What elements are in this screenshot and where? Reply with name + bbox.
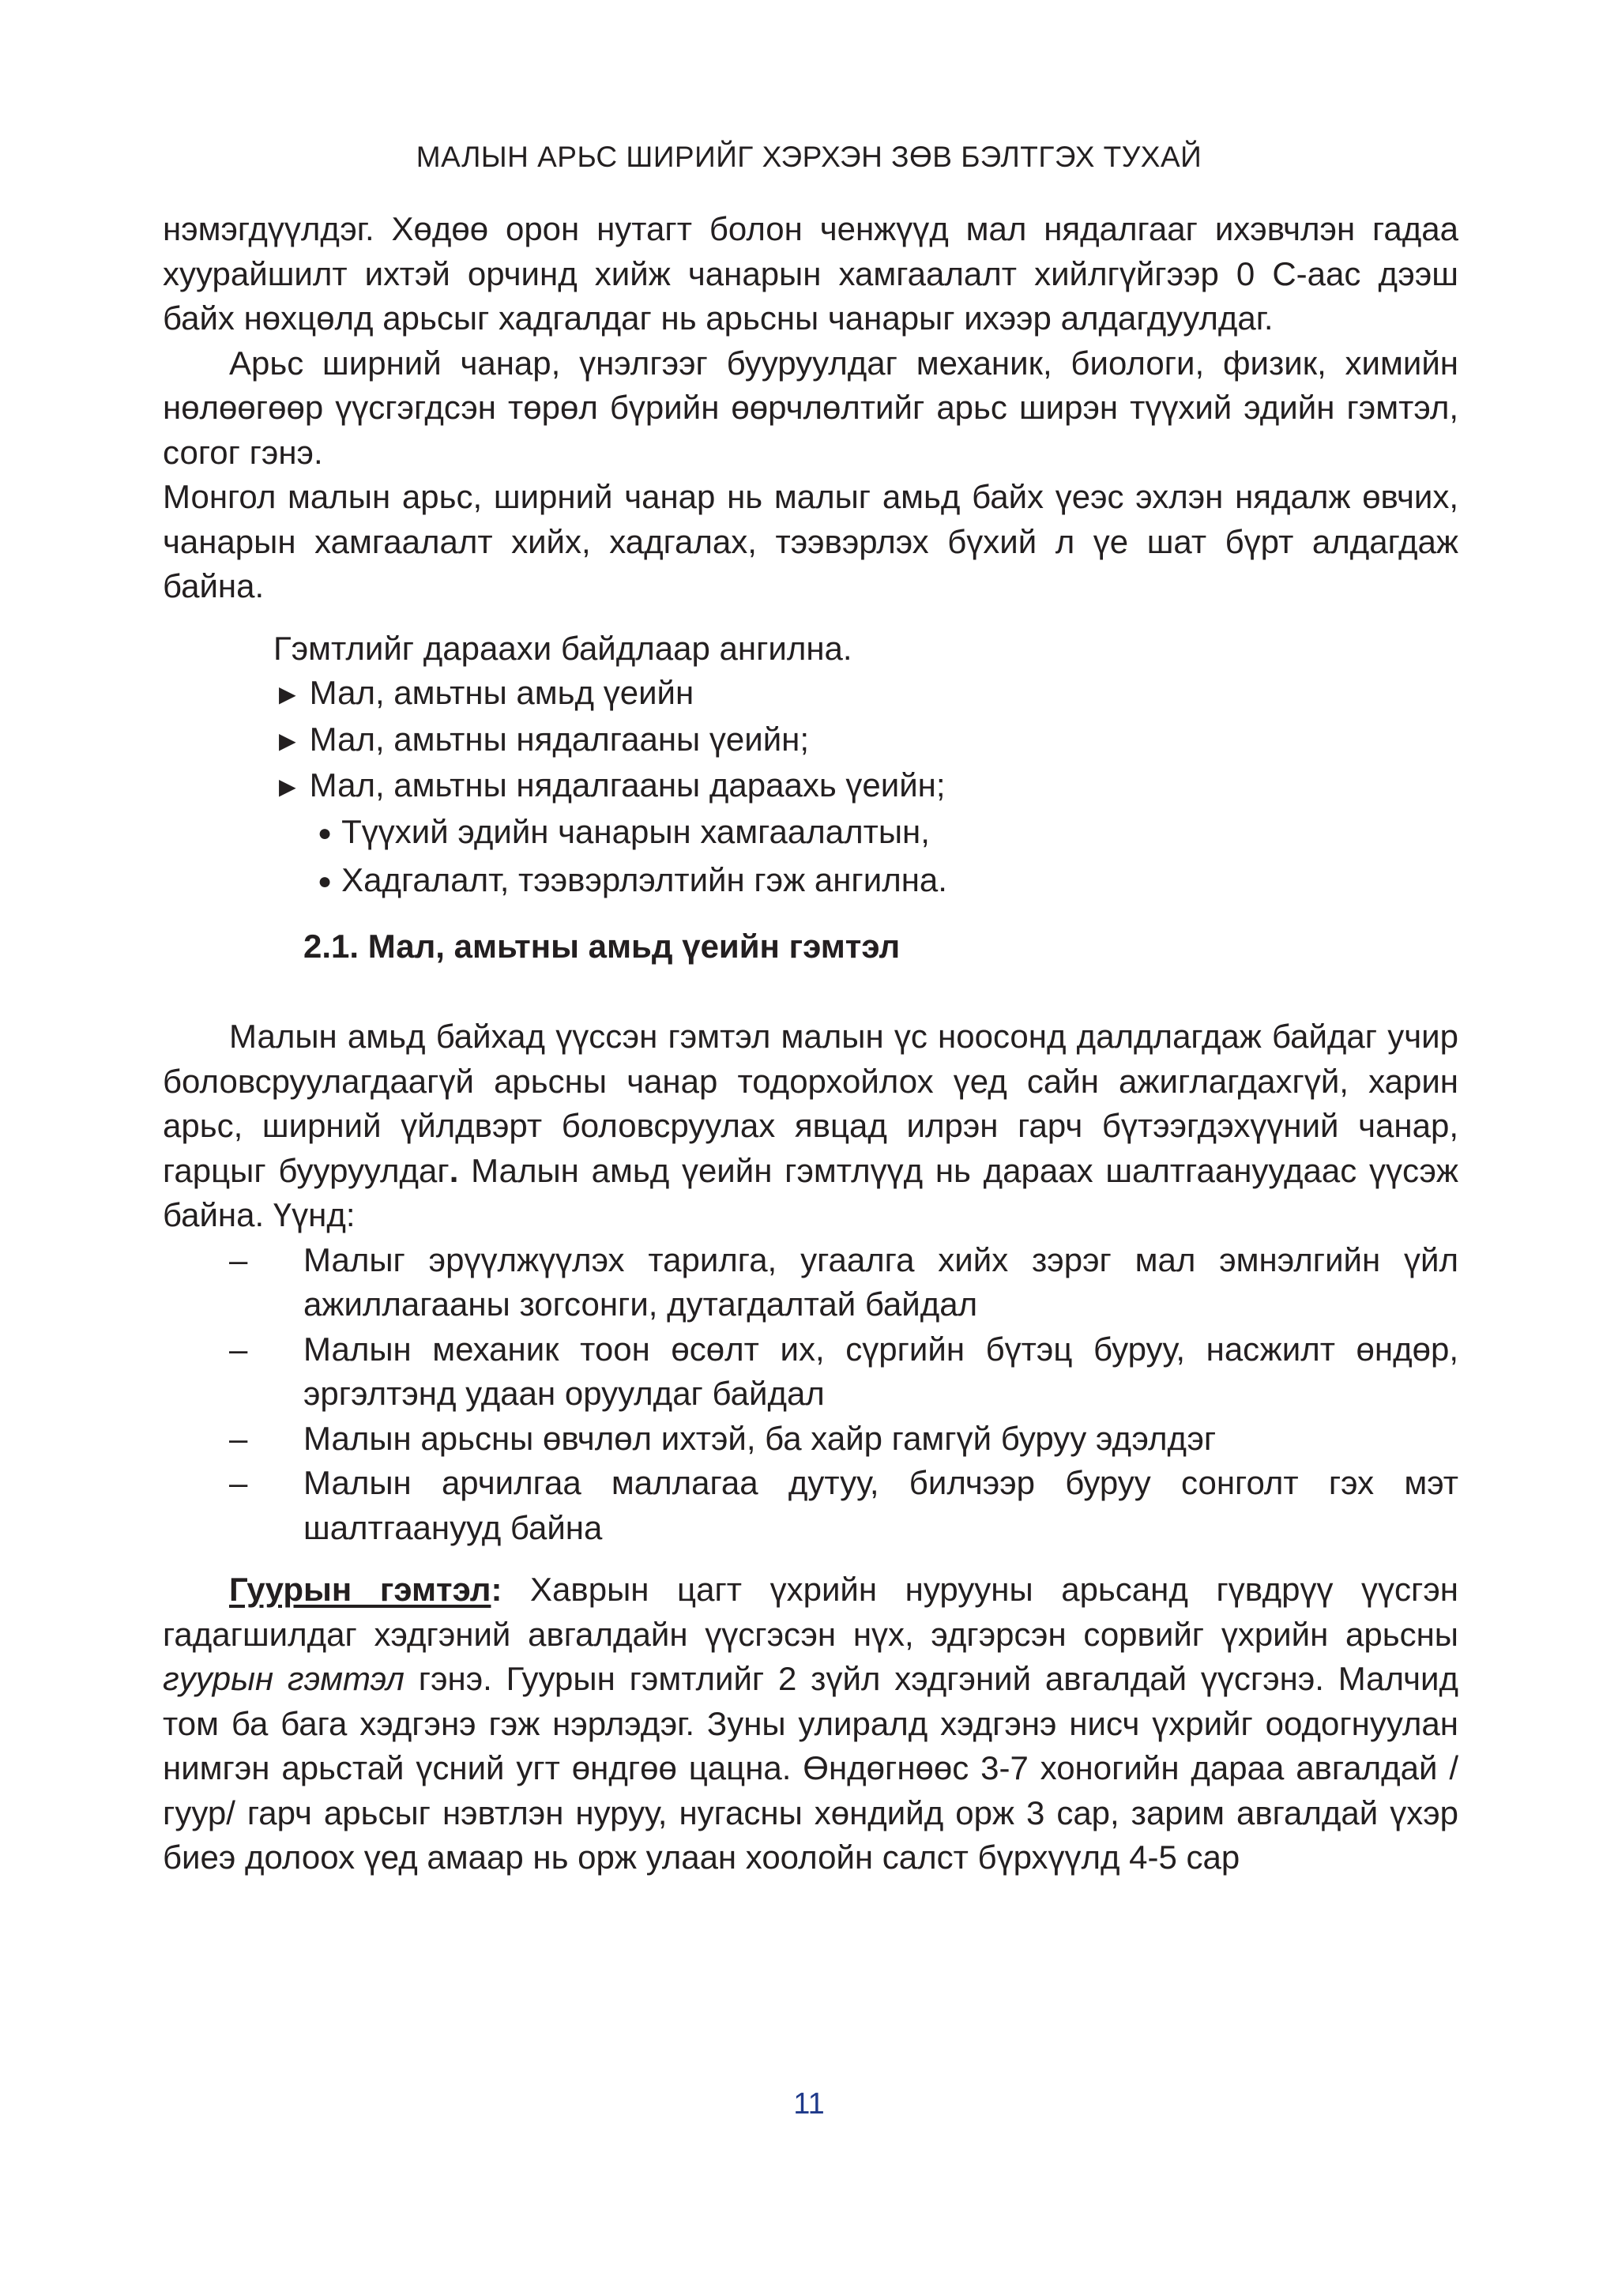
paragraph-text: Хаврын цагт үхрийн нурууны арьсанд гүвдрүү үүсгэн гадагшилдаг хэдгэний авгалдайн үүсгэсэн нүх, эдгэрсэн сорвийг үхрийн арьсны: [163, 1571, 1458, 1653]
term-colon: :: [491, 1571, 502, 1608]
list-item: – Малыг эрүүлжүүлэх тарилга, угаалга хийх зэрэг мал эмнэлгийн үйл ажиллагааны зогсонги, дутагдалтай байдал: [163, 1238, 1458, 1327]
cause-list: [163, 1238, 1458, 1551]
paragraph-text: гэнэ. Гуурын гэмтлийг 2 зүйл хэдгэний авгалдай үүсгэнэ. Малчид том ба бага хэдгэнэ гэж нэрлэдэг. Зуны улиралд хэдгэнэ нисч үхрийг оодогнуулан нимгэн арьстай үсний угт өндгөө цацна. Өндөгнөөс 3-7 хоногийн дараа авгалдай /гуур/ гарч арьсыг нэвтлэн нуруу, нугасны хөндийд орж 3 сар, зарим авгалдай үхэр биеэ долоох үед амаар нь орж улаан хоолойн салст бүрхүүлд 4-5 сар: [163, 1660, 1458, 1876]
page-number: 11: [793, 2087, 825, 2121]
paragraph-text: Малын амьд үеийн гэмтлүүд нь дараах шалтгаануудаас үүсэж байна. Үүнд:: [163, 1151, 1458, 1233]
page-body: [163, 207, 1458, 1880]
list-item: – Малын механик тоон өсөлт их, сүргийн бүтэц буруу, насжилт өндөр, эргэлтэнд удаан оруулдаг байдал: [163, 1327, 1458, 1417]
paragraph-quality-loss: Монгол малын арьс, ширний чанар нь малыг амьд байх үеэс эхлэн нядалж өвчих, чанарын хамгаалалт хийх, хадгалах, тээвэрлэх бүхий л үе шат бүрт алдагдаж байна.: [163, 478, 1458, 604]
classification-intro: Гэмтлийг дараахи байдлаар ангилна.: [273, 629, 852, 667]
classification-item: ► Мал, амьтны нядалгааны үеийн;: [273, 717, 1458, 764]
term-guur-defect: Гуурын гэмтэл: [229, 1571, 491, 1608]
classification-subitem: ● Хадгалалт, тээвэрлэлтийн гэж ангилна.: [318, 858, 1458, 907]
classification-subitem: ● Түүхий эдийн чанарын хамгаалалтын,: [318, 810, 1458, 859]
list-item: – Малын арчилгаа маллагаа дутуу, билчээр буруу сонголт гэх мэт шалтгаанууд байна: [163, 1461, 1458, 1550]
classification-item: ► Мал, амьтны нядалгааны дараахь үеийн;: [273, 763, 1458, 810]
bold-period: .: [449, 1151, 459, 1189]
section-heading: 2.1. Мал, амьтны амьд үеийн гэмтэл: [303, 927, 901, 965]
list-item: – Малын арьсны өвчлөл ихтэй, ба хайр гамгүй буруу эдэлдэг: [163, 1417, 1458, 1462]
italic-term: гуурын гэмтэл: [163, 1660, 404, 1697]
classification-item: ► Мал, амьтны амьд үеийн: [273, 671, 1458, 717]
running-header: МАЛЫН АРЬС ШИРИЙГ ХЭРХЭН ЗӨВ БЭЛТГЭХ ТУХАЙ: [416, 141, 1202, 173]
paragraph-defect-definition: Арьс ширний чанар, үнэлгээг бууруулдаг механик, биологи, физик, химийн нөлөөгөөр үүсгэгдсэн төрөл бүрийн өөрчлөлтийг арьс ширэн түүхий эдийн гэмтэл, согог гэнэ.: [163, 344, 1458, 471]
paragraph-text: Малын амьд байхад үүссэн гэмтэл малын үс ноосонд далдлагдаж байдаг учир боловсруулагдаагүй арьсны чанар тодорхойлох үед сайн ажиглагдахгүй, харин арьс, ширний үйлдвэрт боловсруулах явцад илрэн гарч бүтээгдэхүүний чанар, гарцыг бууруулдаг: [163, 1018, 1458, 1189]
paragraph-continuation: нэмэгдүүлдэг. Хөдөө орон нутагт болон ченжүүд мал нядалгааг ихэвчлэн гадаа хуурайшилт ихтэй орчинд хийж чанарын хамгаалалт хийлгүйгээр 0 С-аас дээш байх нөхцөлд арьсыг хадгалдаг нь арьсны чанарыг ихээр алдагдуулдаг.: [163, 210, 1458, 337]
paragraph-live-defects: [163, 1014, 1458, 1238]
classification-block: [273, 627, 1458, 907]
paragraph-guur-defect: [163, 1568, 1458, 1880]
